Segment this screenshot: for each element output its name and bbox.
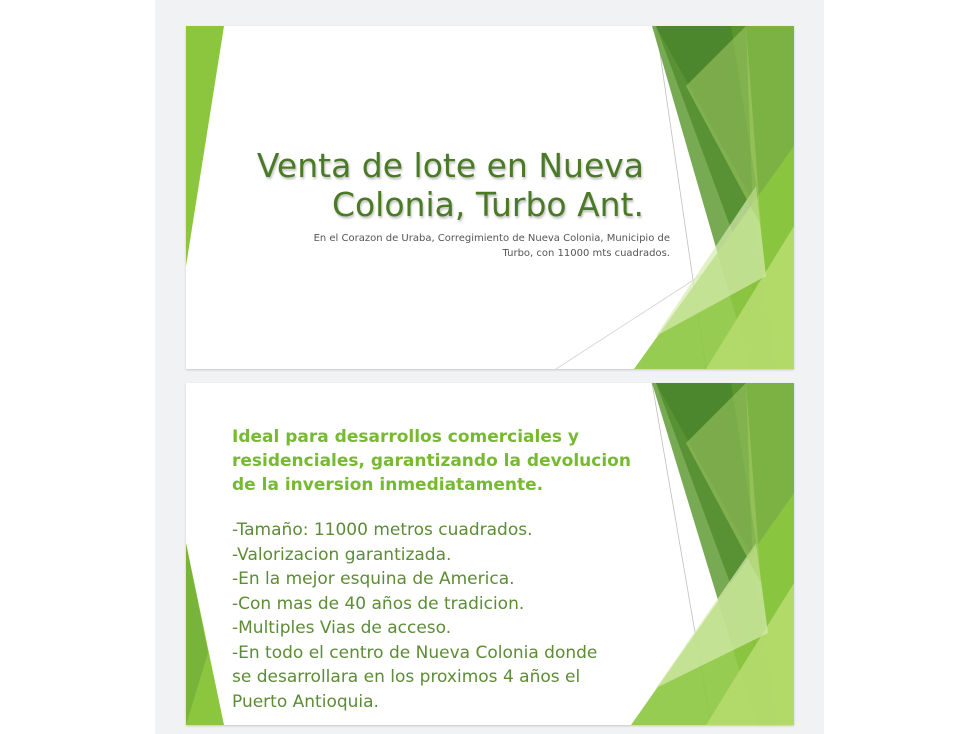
intro-line: Ideal para desarrollos comerciales y <box>232 427 579 447</box>
intro-line: residenciales, garantizando la devolucion <box>232 451 631 471</box>
feature-item: -Multiples Vias de acceso. <box>232 618 452 638</box>
slide-2 <box>186 383 794 725</box>
feature-item: Puerto Antioquia. <box>232 691 379 712</box>
feature-item: -En la mejor esquina de America. <box>232 569 515 589</box>
title-line: Venta de lote en Nueva <box>256 146 644 185</box>
slide-1 <box>186 26 794 369</box>
feature-list <box>232 518 652 714</box>
subtitle-line: En el Corazon de Uraba, Corregimiento de Nueva Colonia, Municipio de <box>313 233 670 244</box>
title-line: Colonia, Turbo Ant. <box>331 185 644 224</box>
feature-item: se desarrollara en los proximos 4 años el <box>232 667 581 687</box>
subtitle-line: Turbo, con 11000 mts cuadrados. <box>502 248 670 259</box>
feature-item: -Tamaño: 11000 metros cuadrados. <box>232 520 533 540</box>
feature-item: -En todo el centro de Nueva Colonia donde <box>232 642 598 663</box>
intro-line: de la inversion inmediatamente. <box>232 475 544 495</box>
feature-item: -Valorizacion garantizada. <box>232 544 452 565</box>
slide-intro <box>232 425 652 497</box>
slide-subtitle <box>270 231 670 261</box>
slide-title <box>224 146 644 224</box>
feature-item: -Con mas de 40 años de tradicion. <box>232 593 525 614</box>
